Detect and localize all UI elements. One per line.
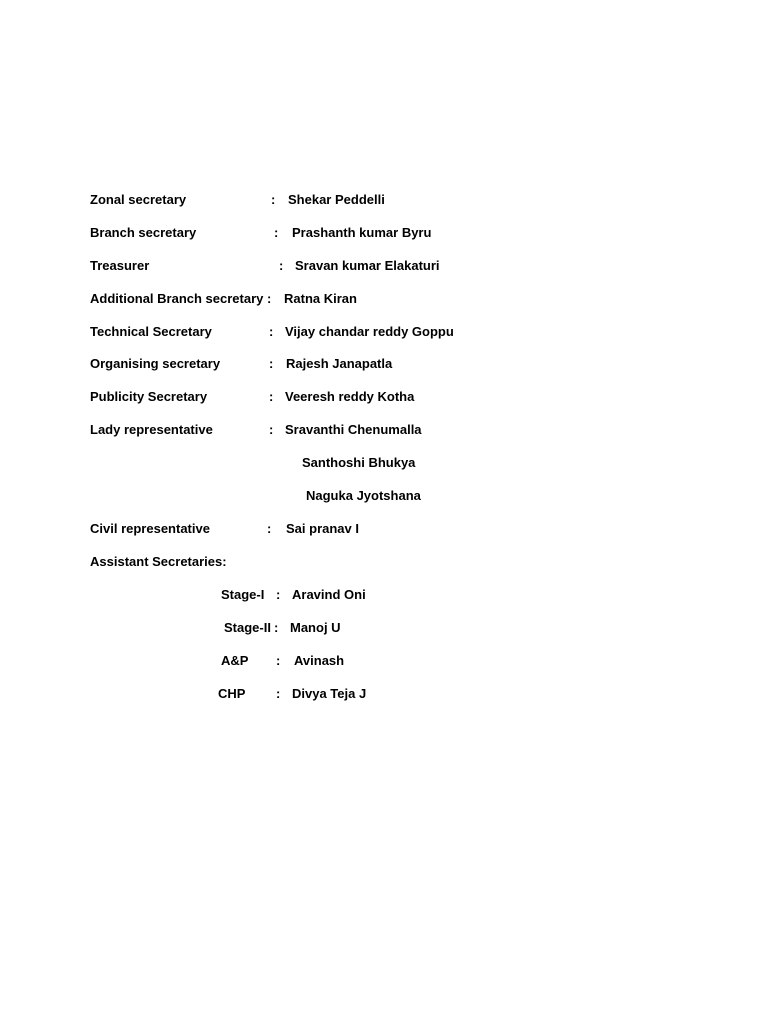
role-label: Civil representative — [90, 521, 210, 536]
separator: : — [274, 225, 279, 240]
officer-name: Veeresh reddy Kotha — [285, 389, 415, 404]
assistant-name: Avinash — [294, 653, 345, 668]
officer-name: Vijay chandar reddy Goppu — [285, 324, 454, 339]
unit-label: CHP — [218, 686, 246, 701]
officer-name: Rajesh Janapatla — [286, 356, 393, 371]
officer-name: Sai pranav I — [286, 521, 359, 536]
assistant-name: Manoj U — [290, 620, 341, 635]
separator: : — [267, 291, 272, 306]
unit-label: Stage-II — [224, 620, 271, 635]
separator: : — [269, 389, 274, 404]
officer-name: Ratna Kiran — [284, 291, 357, 306]
separator: : — [274, 620, 279, 635]
role-label: Lady representative — [90, 422, 213, 437]
separator: : — [276, 587, 281, 602]
role-label: Organising secretary — [90, 356, 221, 371]
officer-name: Sravan kumar Elakaturi — [295, 258, 440, 273]
role-label: Treasurer — [90, 258, 150, 273]
separator: : — [269, 422, 274, 437]
separator: : — [279, 258, 284, 273]
officer-name: Sravanthi Chenumalla — [285, 422, 422, 437]
section-heading: Assistant Secretaries: — [90, 554, 227, 569]
separator: : — [276, 686, 281, 701]
unit-label: Stage-I — [221, 587, 265, 602]
separator: : — [269, 356, 274, 371]
officer-name: Shekar Peddelli — [288, 192, 385, 207]
role-label: Zonal secretary — [90, 192, 187, 207]
separator: : — [271, 192, 276, 207]
role-label: Additional Branch secretary — [90, 291, 264, 306]
separator: : — [267, 521, 272, 536]
unit-label: A&P — [221, 653, 249, 668]
separator: : — [276, 653, 281, 668]
role-label: Technical Secretary — [90, 324, 212, 339]
role-label: Branch secretary — [90, 225, 197, 240]
role-label: Publicity Secretary — [90, 389, 208, 404]
officer-name: Naguka Jyotshana — [306, 488, 421, 503]
separator: : — [269, 324, 274, 339]
officer-name: Santhoshi Bhukya — [302, 455, 416, 470]
assistant-name: Aravind Oni — [292, 587, 366, 602]
assistant-name: Divya Teja J — [292, 686, 367, 701]
officer-name: Prashanth kumar Byru — [292, 225, 432, 240]
